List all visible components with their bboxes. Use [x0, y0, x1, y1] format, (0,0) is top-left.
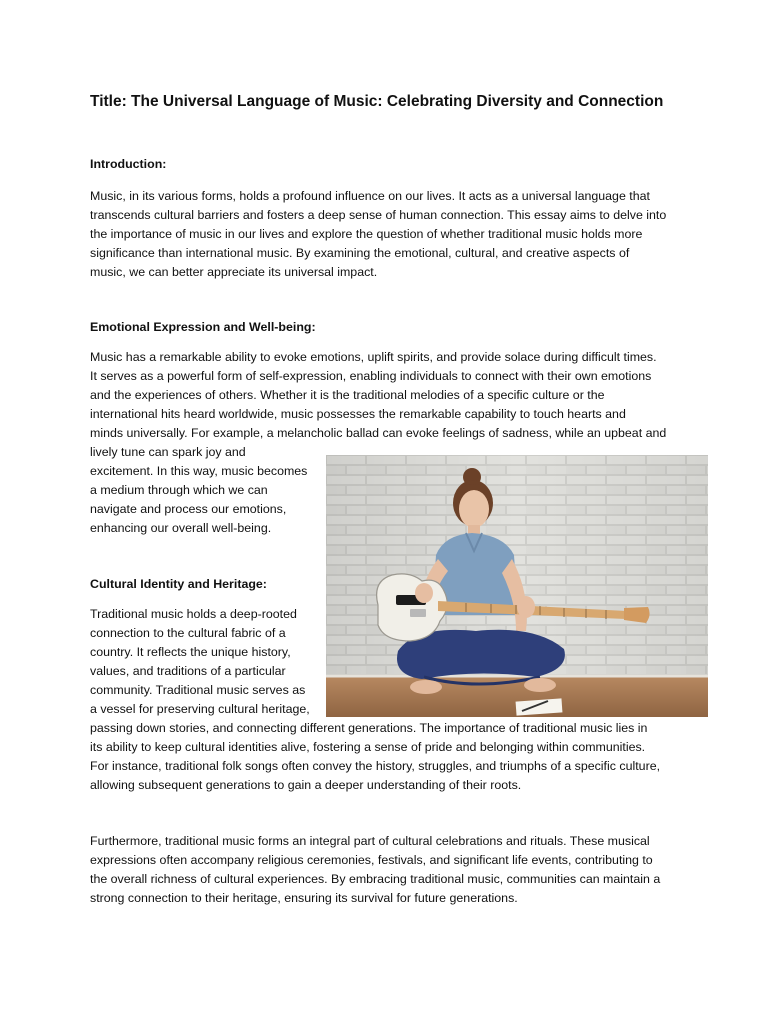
paragraph-line: navigate and process our emotions,: [90, 502, 287, 516]
paragraph-line: its ability to keep cultural identities alive, fostering a sense of pride and belonging within communities.: [90, 740, 646, 754]
paragraph-line: and the experiences of others. Whether it is the traditional melodies of a specific culture or the: [90, 388, 605, 402]
paragraph-line: music, we can better appreciate its universal impact.: [90, 265, 378, 279]
paragraph-line: enhancing our overall well-being.: [90, 521, 272, 535]
paragraph-line: connection to the cultural fabric of a: [90, 626, 286, 640]
paragraph-line: passing down stories, and connecting different generations. The importance of traditional music lies in: [90, 721, 648, 735]
paragraph-line: Music has a remarkable ability to evoke emotions, uplift spirits, and provide solace during difficult times.: [90, 350, 657, 364]
paragraph-line: values, and traditions of a particular: [90, 664, 286, 678]
paragraph-line: Music, in its various forms, holds a profound influence on our lives. It acts as a universal language that: [90, 189, 650, 203]
paragraph-line: Traditional music holds a deep-rooted: [90, 607, 297, 621]
paragraph-line: expressions often accompany religious ceremonies, festivals, and significant life events, contributing to: [90, 853, 653, 867]
paragraph-line: country. It reflects the unique history,: [90, 645, 291, 659]
emotional-heading: Emotional Expression and Well-being:: [90, 320, 316, 334]
paragraph-line: lively tune can spark joy and: [90, 445, 246, 459]
paragraph-line: transcends cultural barriers and fosters a deep sense of human connection. This essay aims to delve into: [90, 208, 667, 222]
paragraph-line: excitement. In this way, music becomes: [90, 464, 308, 478]
document-title: Title: The Universal Language of Music: Celebrating Diversity and Connection: [90, 93, 664, 110]
paragraph-line: significance than international music. By examining the emotional, cultural, and creative aspects of: [90, 246, 630, 260]
face: [459, 490, 489, 528]
paragraph-line: a vessel for preserving cultural heritage,: [90, 702, 310, 716]
paragraph-line: allowing subsequent generations to gain a deeper understanding of their roots.: [90, 778, 522, 792]
paragraph-line: Furthermore, traditional music forms an integral part of cultural celebrations and rituals. These musical: [90, 834, 650, 848]
paragraph-line: international hits heard worldwide, music possesses the remarkable capability to touch hearts and: [90, 407, 626, 421]
guitar-girl-photo: [326, 455, 708, 717]
paragraph-line: minds universally. For example, a melancholic ballad can evoke feelings of sadness, while an upbeat and: [90, 426, 667, 440]
furthermore-paragraph: [90, 832, 660, 908]
paragraph-line: the importance of music in our lives and explore the question of whether traditional music holds more: [90, 227, 643, 241]
paragraph-line: For instance, traditional folk songs often convey the history, struggles, and triumphs of a specific culture,: [90, 759, 661, 773]
paragraph-line: It serves as a powerful form of self-expression, enabling individuals to connect with their own emotions: [90, 369, 652, 383]
introduction-heading: Introduction:: [90, 157, 167, 171]
paragraph-line: community. Traditional music serves as: [90, 683, 306, 697]
paragraph-line: strong connection to their heritage, ensuring its survival for future generations.: [90, 891, 518, 905]
introduction-paragraph: [90, 187, 666, 282]
cultural-heading: Cultural Identity and Heritage:: [90, 577, 267, 591]
paragraph-line: the overall richness of cultural experiences. By embracing traditional music, communities can maintain a: [90, 872, 661, 886]
paragraph-line: a medium through which we can: [90, 483, 268, 497]
